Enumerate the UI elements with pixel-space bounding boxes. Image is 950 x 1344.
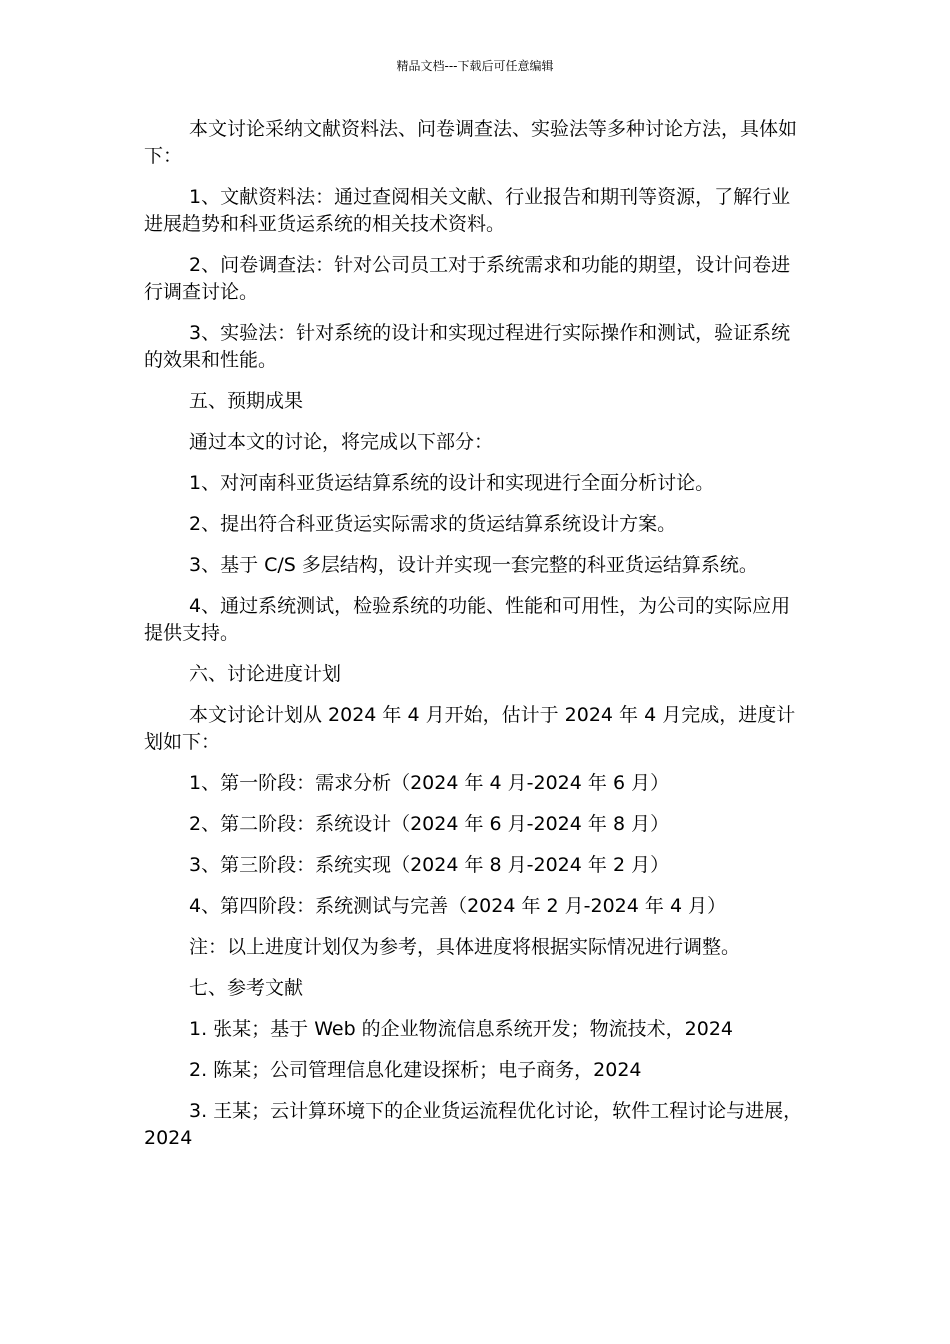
paragraph-result-3: 3、基于 C/S 多层结构，设计并实现一套完整的科亚货运结算系统。 (189, 554, 758, 576)
section-heading-references: 七、参考文献 (189, 977, 304, 999)
paragraph-stage-1: 1、第一阶段：需求分析（2024 年 4 月-2024 年 6 月） (189, 772, 670, 794)
paragraph-stage-3: 3、第三阶段：系统实现（2024 年 8 月-2024 年 2 月） (189, 854, 670, 876)
reference-item-1: 1. 张某；基于 Web 的企业物流信息系统开发；物流技术，2024 (189, 1018, 734, 1040)
paragraph-schedule-note: 注：以上进度计划仅为参考，具体进度将根据实际情况进行调整。 (189, 936, 741, 958)
paragraph-result-2: 2、提出符合科亚货运实际需求的货运结算系统设计方案。 (189, 513, 677, 535)
paragraph-results-intro: 通过本文的讨论，将完成以下部分： (189, 431, 494, 453)
paragraph-method-survey: 2、问卷调查法：针对公司员工对于系统需求和功能的期望，设计问卷进行调查讨论。 (144, 254, 791, 303)
document-body (144, 116, 808, 1166)
paragraph-schedule-intro: 本文讨论计划从 2024 年 4 月开始，估计于 2024 年 4 月完成，进度计划如下： (144, 704, 796, 753)
paragraph-result-1: 1、对河南科亚货运结算系统的设计和实现进行全面分析讨论。 (189, 472, 715, 494)
section-heading-expected-results: 五、预期成果 (189, 390, 304, 412)
paragraph-methods-intro: 本文讨论采纳文献资料法、问卷调查法、实验法等多种讨论方法，具体如下： (144, 118, 798, 167)
paragraph-method-literature: 1、文献资料法：通过查阅相关文献、行业报告和期刊等资源，了解行业进展趋势和科亚货运系统的相关技术资料。 (144, 186, 791, 235)
reference-item-3: 3. 王某；云计算环境下的企业货运流程优化讨论，软件工程讨论与进展，2024 (144, 1100, 803, 1149)
section-heading-schedule: 六、讨论进度计划 (189, 663, 342, 685)
paragraph-result-4: 4、通过系统测试，检验系统的功能、性能和可用性，为公司的实际应用提供支持。 (144, 595, 791, 644)
page-header: 精品文档---下载后可任意编辑 (396, 59, 554, 73)
paragraph-stage-2: 2、第二阶段：系统设计（2024 年 6 月-2024 年 8 月） (189, 813, 670, 835)
reference-item-2: 2. 陈某；公司管理信息化建设探析；电子商务，2024 (189, 1059, 642, 1081)
paragraph-method-experiment: 3、实验法：针对系统的设计和实现过程进行实际操作和测试，验证系统的效果和性能。 (144, 322, 791, 371)
paragraph-stage-4: 4、第四阶段：系统测试与完善（2024 年 2 月-2024 年 4 月） (189, 895, 727, 917)
